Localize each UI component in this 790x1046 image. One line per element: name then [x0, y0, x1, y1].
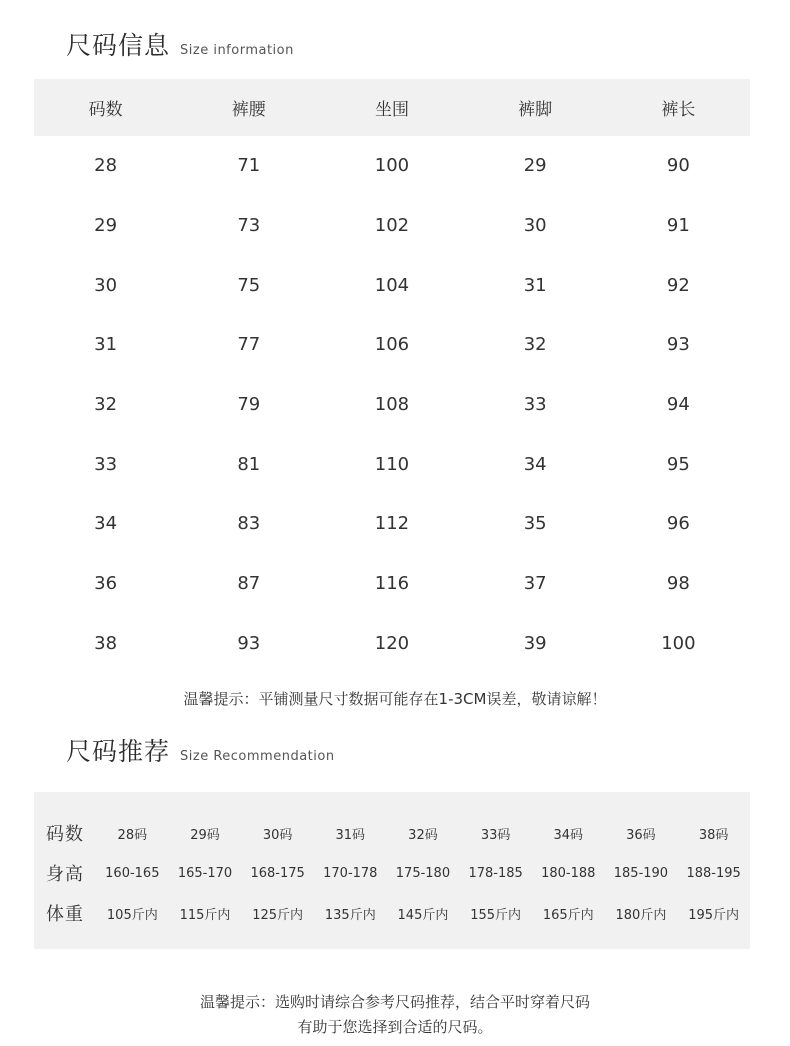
table-cell: 29码 [190, 827, 220, 843]
recommendation-note-line1: 温馨提示：选购时请综合参考尺码推荐，结合平时穿着尺码 [199, 993, 590, 1011]
size-table-header-cell: 裤腰 [177, 79, 320, 136]
table-cell: 96 [666, 513, 690, 535]
table-row [34, 136, 750, 196]
table-cell: 71 [237, 155, 261, 177]
table-cell: 178-185 [468, 865, 523, 881]
table-row [34, 893, 750, 933]
table-cell: 28 [94, 155, 118, 177]
table-cell: 108 [374, 394, 410, 416]
table-row [34, 853, 750, 893]
table-cell: 30 [94, 274, 118, 296]
table-cell: 73 [237, 215, 261, 237]
size-recommendation-title [66, 732, 335, 768]
table-row [34, 315, 750, 375]
table-cell: 94 [666, 394, 690, 416]
table-cell: 77 [237, 334, 261, 356]
table-cell: 79 [237, 394, 261, 416]
size-info-title-en: Size information [180, 43, 294, 58]
table-row [34, 813, 750, 853]
table-cell: 116 [374, 573, 410, 595]
recommendation-note [0, 990, 790, 1040]
table-cell: 29 [523, 155, 547, 177]
size-table-header-cell: 裤长 [607, 79, 750, 136]
table-cell: 31 [523, 274, 547, 296]
table-cell: 115斤内 [179, 907, 231, 923]
table-cell: 39 [523, 632, 547, 654]
recommendation-note-line2: 有助于您选择到合适的尺码。 [297, 1018, 493, 1036]
size-table-header-cell: 码数 [34, 79, 177, 136]
table-row [34, 614, 750, 674]
table-cell: 38码 [698, 827, 729, 843]
table-cell: 170-178 [323, 865, 378, 881]
table-cell: 38 [94, 632, 118, 654]
table-row [34, 255, 750, 315]
table-cell: 105斤内 [106, 907, 158, 923]
table-cell: 33码 [480, 827, 511, 843]
table-cell: 93 [237, 632, 261, 654]
table-cell: 37 [523, 573, 547, 595]
table-cell: 33 [94, 453, 118, 475]
table-row [34, 375, 750, 435]
recommendation-table-body [34, 813, 750, 933]
table-cell: 165斤内 [542, 907, 594, 923]
table-cell: 180-188 [541, 865, 596, 881]
table-cell: 125斤内 [252, 907, 304, 923]
size-table-body [34, 136, 750, 673]
size-table-header-cell: 坐围 [320, 79, 463, 136]
table-cell: 160-165 [105, 865, 160, 881]
table-cell: 34码 [553, 827, 584, 843]
table-cell: 75 [237, 274, 261, 296]
table-cell: 165-170 [177, 865, 233, 881]
size-table-header-cell: 裤脚 [464, 79, 607, 136]
table-cell: 95 [666, 453, 690, 475]
table-cell: 31码 [335, 827, 366, 843]
table-cell: 195斤内 [688, 907, 740, 923]
table-cell: 100 [661, 632, 696, 654]
table-cell: 185-190 [613, 865, 669, 881]
table-cell: 106 [374, 334, 410, 356]
table-cell: 188-195 [686, 865, 741, 881]
table-cell: 35 [523, 513, 547, 535]
size-table [34, 79, 750, 673]
table-row [34, 554, 750, 614]
table-cell: 120 [374, 632, 410, 654]
table-cell: 100 [374, 155, 410, 177]
table-cell: 90 [666, 155, 690, 177]
table-cell: 180斤内 [615, 907, 667, 923]
table-cell: 34 [523, 453, 547, 475]
table-cell: 93 [666, 334, 690, 356]
table-cell: 32码 [408, 827, 438, 843]
table-cell: 98 [666, 573, 690, 595]
size-recommendation-title-zh: 尺码推荐 [66, 737, 171, 766]
table-cell: 110 [374, 453, 410, 475]
table-cell: 112 [374, 513, 410, 535]
table-cell: 145斤内 [397, 907, 449, 923]
table-row [34, 196, 750, 256]
table-cell: 32 [94, 394, 118, 416]
table-cell: 83 [237, 513, 261, 535]
table-cell: 104 [374, 274, 410, 296]
size-info-title [66, 26, 294, 62]
size-table-header-row [34, 79, 750, 136]
table-cell: 30 [523, 215, 547, 237]
table-cell: 87 [237, 573, 261, 595]
table-cell: 34 [94, 513, 118, 535]
recommendation-panel [34, 792, 750, 949]
table-cell: 28码 [117, 827, 148, 843]
table-cell: 155斤内 [470, 907, 522, 923]
table-cell: 30码 [262, 827, 293, 843]
recommendation-row-label: 码数 [46, 824, 84, 845]
table-cell: 102 [374, 215, 410, 237]
recommendation-table [34, 813, 750, 933]
table-cell: 91 [666, 215, 690, 237]
table-cell: 135斤内 [324, 907, 376, 923]
measurement-note: 温馨提示：平铺测量尺寸数据可能存在1-3CM误差，敬请谅解！ [183, 690, 607, 708]
size-recommendation-title-en: Size Recommendation [180, 749, 335, 764]
table-cell: 36 [94, 573, 118, 595]
recommendation-row-label: 身高 [46, 864, 84, 885]
table-cell: 168-175 [250, 865, 305, 881]
table-row [34, 434, 750, 494]
table-cell: 81 [237, 453, 261, 475]
table-cell: 36码 [626, 827, 656, 843]
table-cell: 32 [523, 334, 547, 356]
table-cell: 31 [94, 334, 118, 356]
table-cell: 33 [523, 394, 547, 416]
table-cell: 92 [666, 274, 690, 296]
table-cell: 175-180 [395, 865, 451, 881]
size-info-title-zh: 尺码信息 [66, 31, 171, 60]
recommendation-row-label: 体重 [46, 904, 84, 925]
table-row [34, 494, 750, 554]
table-cell: 29 [94, 215, 118, 237]
